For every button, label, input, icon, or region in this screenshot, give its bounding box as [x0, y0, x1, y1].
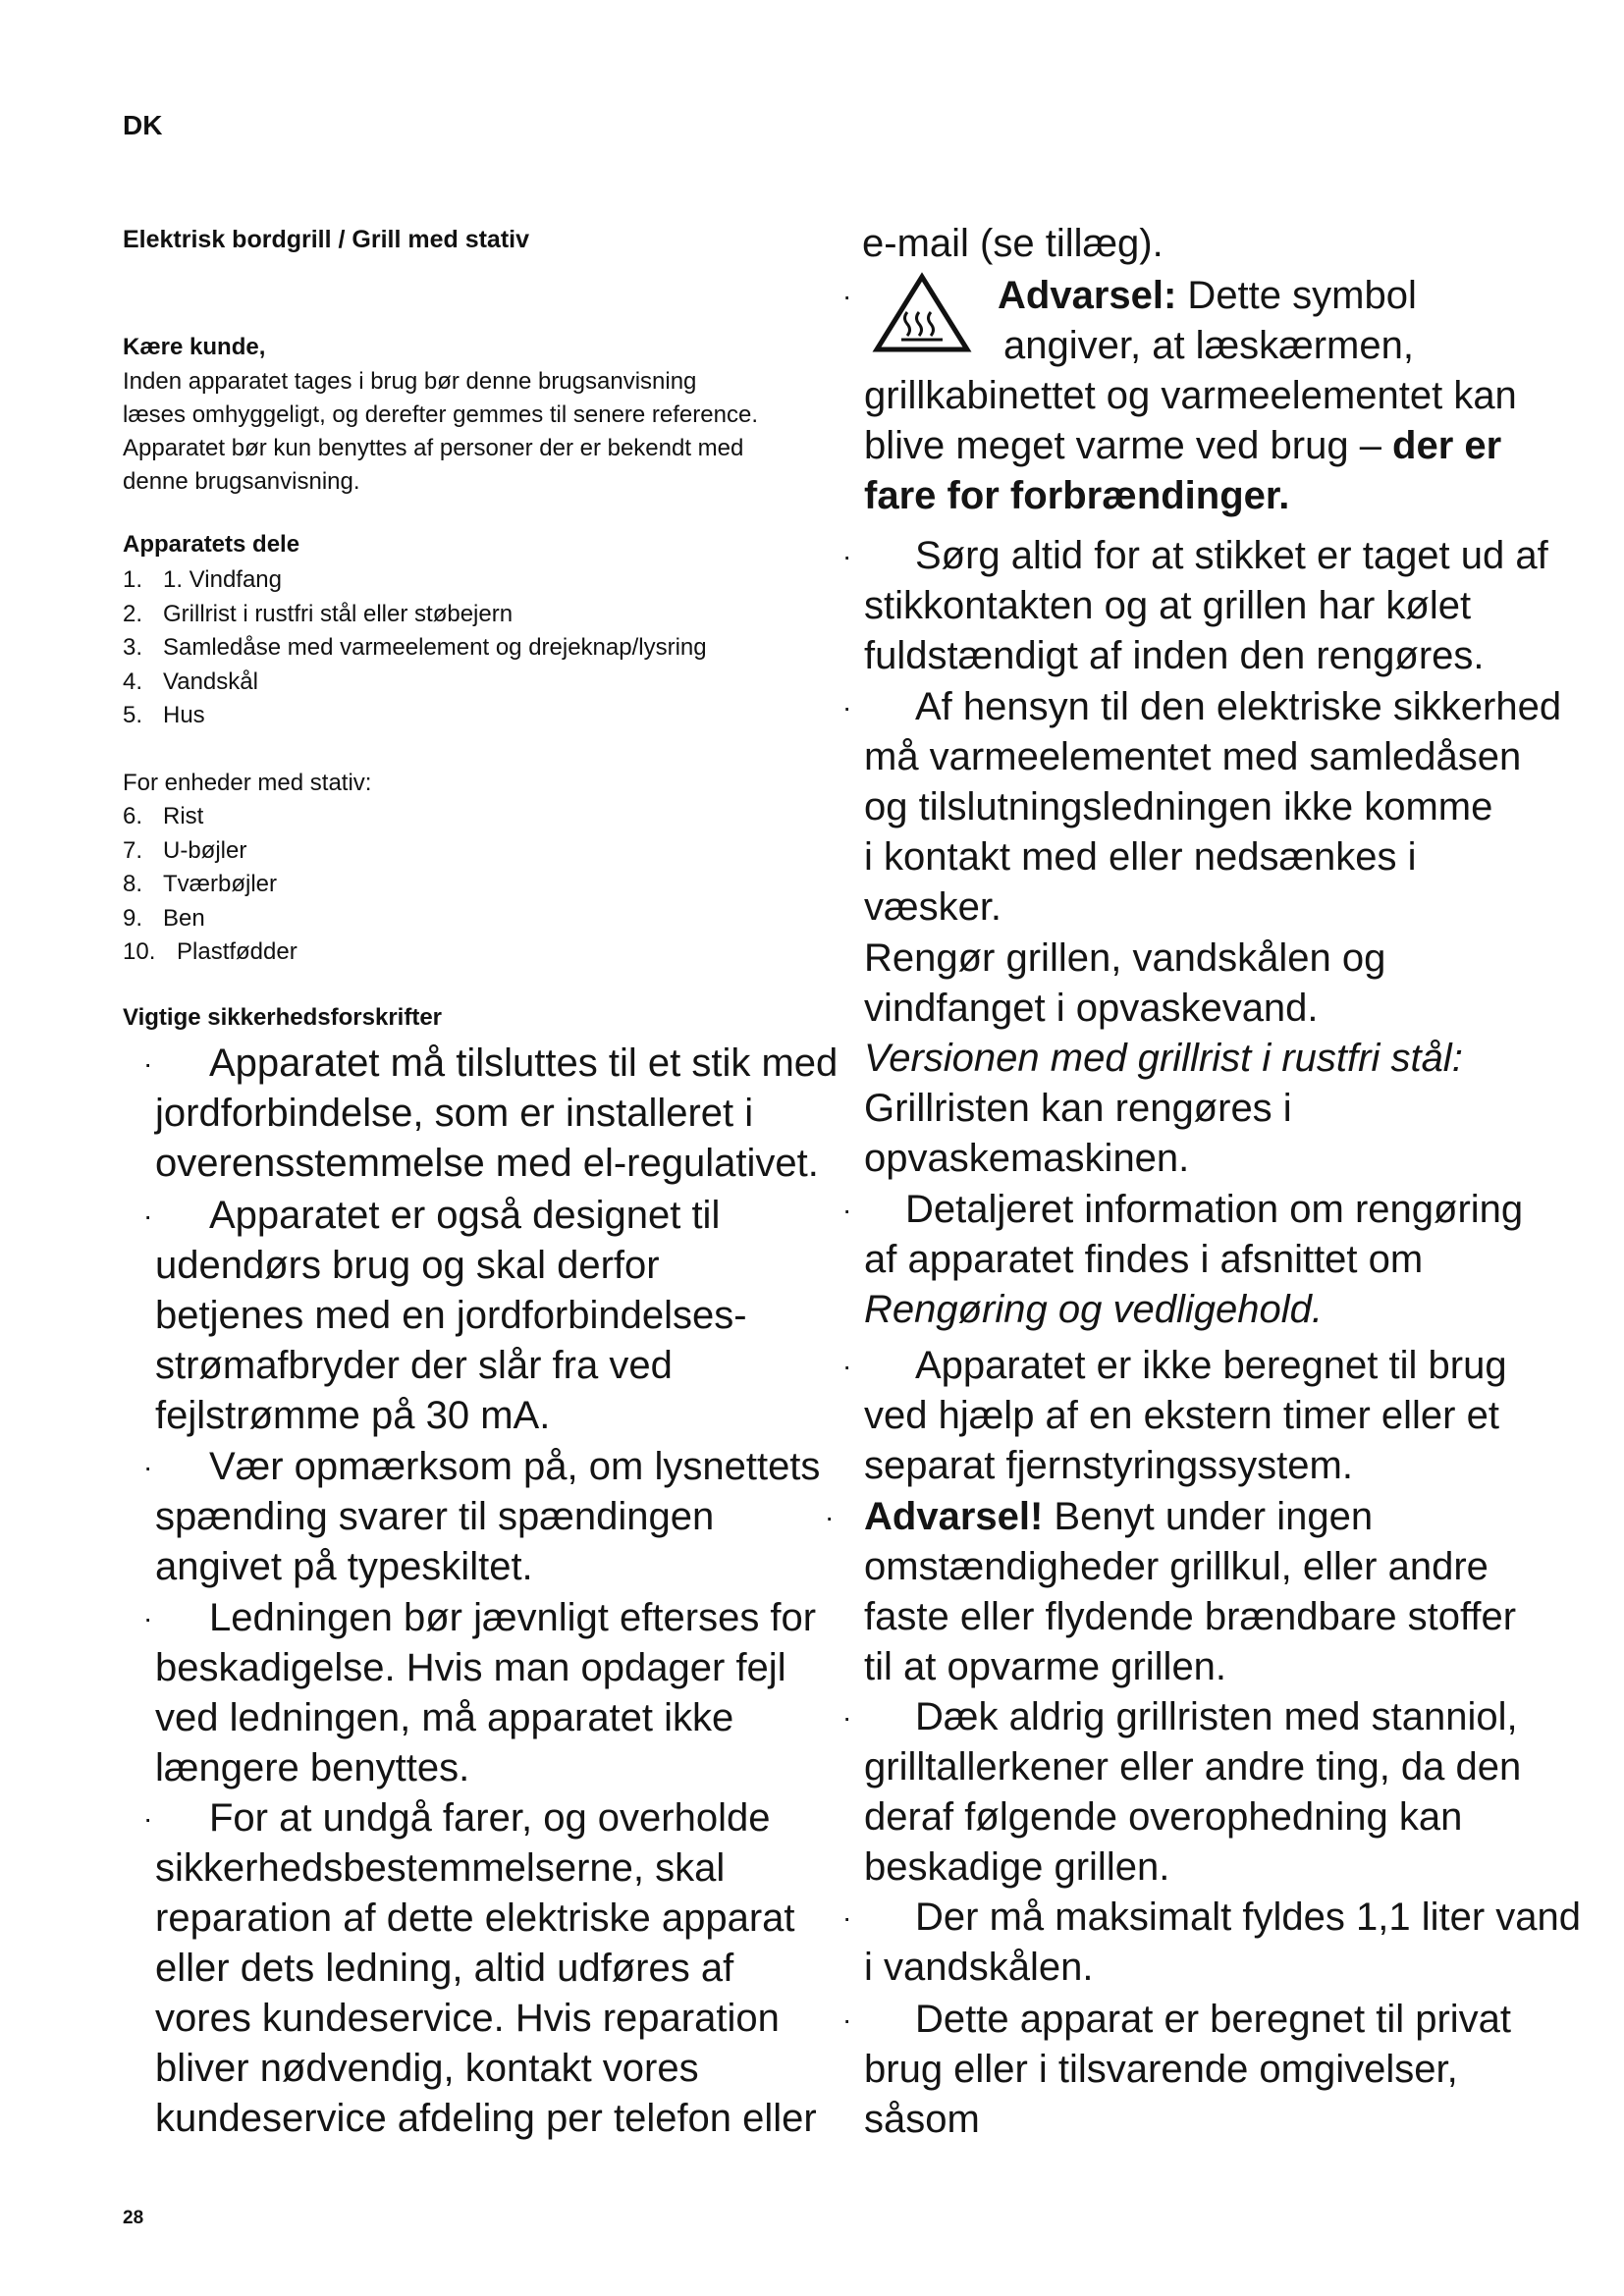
bullet-marker: ·: [143, 1803, 153, 1834]
bullet-text: udendørs brug og skal derfor betjenes med en jordforbindelses- strømafbryder der slår fra ved fejlstrømme på 30 mA.: [155, 1244, 747, 1437]
bullet-marker: ·: [842, 281, 852, 311]
bullet-text: af apparatet findes i afsnittet om: [864, 1238, 1424, 1281]
bullet-first-line: Dæk aldrig grillristen med stanniol,: [915, 1695, 1518, 1738]
bullet-marker: ·: [143, 1048, 153, 1079]
bullet-marker: ·: [842, 1195, 852, 1225]
email-line: e-mail (se tillæg).: [862, 222, 1164, 265]
warning-emphasis: fare for forbrændinger.: [864, 474, 1290, 517]
warning-line: angiver, at læskærmen,: [1003, 324, 1414, 367]
stand-heading: For enheder med stativ:: [123, 770, 372, 796]
item-text: U-bøjler: [163, 836, 247, 864]
bullet-text: sikkerhedsbestemmelserne, skal reparation af dette elektriske apparat eller dets ledning, altid udføres af vores kundeservice. Hvis reparation bliver nødvendig, kontakt vores kundeservice afdeling per telefon eller: [155, 1846, 817, 2140]
bullet-marker: ·: [842, 692, 852, 722]
bullet-text: brug eller i tilsvarende omgivelser, såsom: [864, 2048, 1458, 2141]
greeting: Kære kunde,: [123, 334, 266, 360]
bullet-marker: ·: [143, 1201, 153, 1231]
warning-text: Benyt under ingen: [1043, 1495, 1374, 1538]
bullet-text: [864, 1285, 1323, 1335]
page-number: 28: [123, 2208, 144, 2228]
warning-label: Advarsel!: [864, 1495, 1044, 1538]
warning-line: [864, 421, 1501, 471]
bullet-text: stikkontakten og at grillen har kølet fuldstændigt af inden den rengøres.: [864, 584, 1485, 677]
bullet-first-line: Sørg altid for at stikket er taget ud af: [915, 534, 1548, 577]
bullet-first-line: [864, 1492, 1373, 1542]
bullet-marker: ·: [842, 541, 852, 571]
item-text: 1. Vindfang: [163, 566, 282, 593]
warning-emphasis: der er: [1392, 424, 1502, 467]
warning-line: [864, 471, 1289, 521]
warning-text: blive meget varme ved brug –: [864, 424, 1393, 467]
warning-text: Dette symbol: [1176, 274, 1417, 317]
bullet-marker: ·: [143, 1452, 153, 1482]
bullet-text: spænding svarer til spændingen angivet på typeskiltet.: [155, 1495, 715, 1588]
parts-list: [123, 563, 707, 733]
warning-line: grillkabinettet og varmeelementet kan: [864, 374, 1517, 417]
list-item: [123, 902, 298, 936]
parts-heading: Apparatets dele: [123, 531, 300, 558]
hot-surface-warning-icon: [872, 271, 972, 355]
bullet-marker: ·: [842, 2004, 852, 2035]
item-number: 4.: [123, 667, 143, 695]
item-text: Samledåse med varmeelement og drejeknap/lysring: [163, 634, 707, 661]
bullet-first-line: For at undgå farer, og overholde: [209, 1796, 771, 1840]
bullet-marker: ·: [842, 1902, 852, 1933]
item-number: 10.: [123, 938, 156, 965]
item-number: 7.: [123, 836, 143, 864]
item-text: Tværbøjler: [163, 871, 278, 897]
steel-version-italic: Versionen med grillrist i rustfri stål:: [864, 1037, 1463, 1080]
bullet-text: omstændigheder grillkul, eller andre faste eller flydende brændbare stoffer til at opvarme grillen.: [864, 1545, 1517, 1688]
cross-reference: Rengøring og vedligehold.: [864, 1288, 1323, 1331]
item-text: Hus: [163, 702, 205, 728]
item-number: 2.: [123, 600, 143, 627]
bullet-text: grilltallerkener eller andre ting, da den deraf følgende overophedning kan beskadige grillen.: [864, 1745, 1522, 1889]
language-code: DK: [123, 110, 163, 140]
list-item: [123, 666, 707, 700]
bullet-text: beskadigelse. Hvis man opdager fejl ved ledningen, må apparatet ikke længere benyttes.: [155, 1646, 786, 1789]
warning-first-line: [998, 271, 1417, 321]
item-text: Rist: [163, 803, 204, 829]
bullet-first-line: Apparatet må tilsluttes til et stik med: [209, 1041, 839, 1085]
steel-version-heading: [864, 1034, 1463, 1084]
intro-paragraph: Inden apparatet tages i brug bør denne brugsanvisning læses omhyggeligt, og derefter gemmes til senere reference. Apparatet bør kun benyttes af personer der er bekendt med denne brugsanvisning.: [123, 368, 758, 495]
list-item: [123, 834, 298, 869]
list-item: [123, 699, 707, 733]
item-number: 1.: [123, 566, 143, 593]
item-number: 9.: [123, 904, 143, 932]
item-text: Ben: [163, 904, 205, 932]
bullet-text: jordforbindelse, som er installeret i overensstemmelse med el-regulativet.: [155, 1092, 819, 1185]
list-item: [123, 631, 707, 666]
steel-version-text: Grillristen kan rengøres i opvaskemaskinen.: [864, 1087, 1292, 1180]
item-number: 5.: [123, 702, 143, 728]
document-title: Elektrisk bordgrill / Grill med stativ: [123, 226, 530, 253]
bullet-text: må varmeelementet med samledåsen og tilslutningsledningen ikke komme i kontakt med eller nedsænkes i væsker.: [864, 735, 1522, 929]
bullet-first-line: Dette apparat er beregnet til privat: [915, 1998, 1512, 2041]
bullet-text: i vandskålen.: [864, 1946, 1094, 1989]
list-item: [123, 563, 707, 598]
item-text: Grillrist i rustfri stål eller støbejern: [163, 600, 514, 627]
bullet-first-line: Ledningen bør jævnligt efterses for: [209, 1596, 817, 1639]
bullet-first-line: Detaljeret information om rengøring: [905, 1188, 1524, 1231]
item-text: Vandskål: [163, 667, 258, 695]
bullet-first-line: Apparatet er ikke beregnet til brug: [915, 1344, 1507, 1387]
item-number: 8.: [123, 871, 143, 897]
bullet-marker: ·: [842, 1351, 852, 1381]
item-text: Plastfødder: [177, 938, 298, 965]
list-item: [123, 868, 298, 902]
warning-label: Advarsel:: [998, 274, 1177, 317]
bullet-marker: ·: [143, 1603, 153, 1633]
bullet-first-line: Apparatet er også designet til: [209, 1194, 721, 1237]
cleaning-paragraph: Rengør grillen, vandskålen og vindfanget i opvaskevand.: [864, 936, 1386, 1030]
bullet-first-line: Af hensyn til den elektriske sikkerhed: [915, 685, 1562, 728]
bullet-first-line: Vær opmærksom på, om lysnettets: [209, 1445, 821, 1488]
safety-heading: Vigtige sikkerhedsforskrifter: [123, 1004, 443, 1031]
bullet-marker: ·: [842, 1702, 852, 1733]
item-number: 3.: [123, 634, 143, 661]
list-item: [123, 598, 707, 632]
bullet-first-line: Der må maksimalt fyldes 1,1 liter vand: [915, 1896, 1582, 1939]
list-item: [123, 800, 298, 834]
item-number: 6.: [123, 803, 143, 829]
bullet-text: ved hjælp af en ekstern timer eller et separat fjernstyringssystem.: [864, 1394, 1499, 1487]
stand-parts-list: [123, 800, 298, 970]
bullet-marker: ·: [825, 1502, 835, 1532]
list-item: [123, 935, 298, 970]
